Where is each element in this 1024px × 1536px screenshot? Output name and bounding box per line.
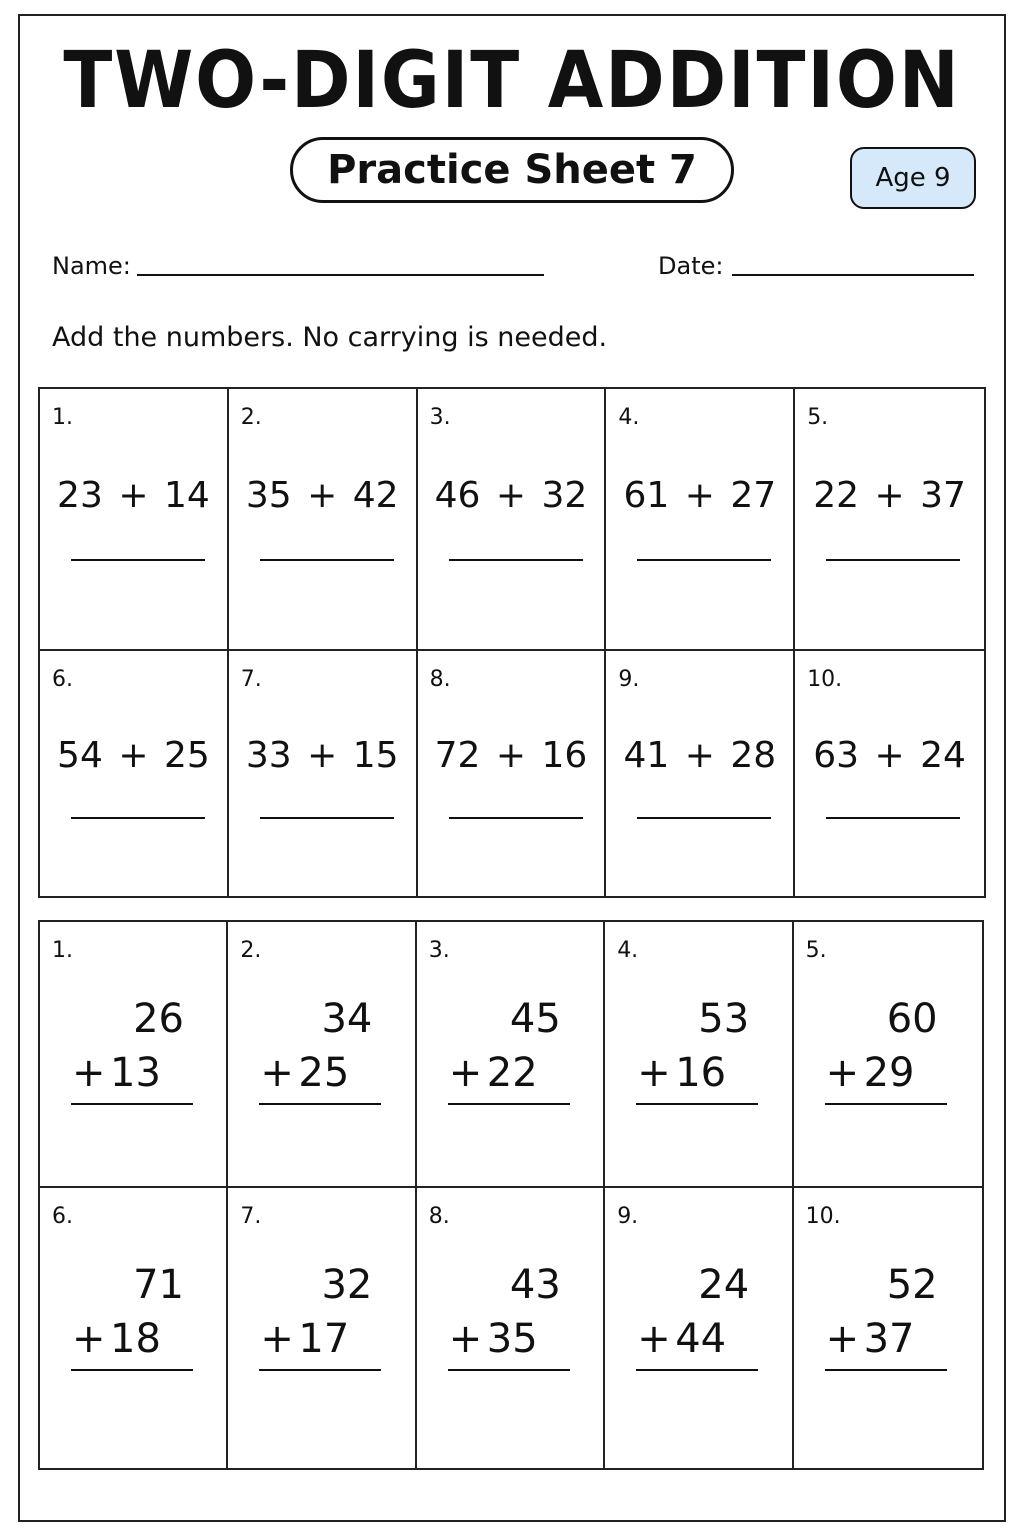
problem-expression (40, 735, 227, 776)
plus-sign: + (874, 735, 905, 776)
problem-number: 9. (617, 1204, 639, 1229)
addend-top: 52 (886, 1262, 938, 1308)
addend-bottom: 37 (863, 1316, 915, 1362)
answer-line[interactable] (826, 559, 960, 561)
addend: 14 (163, 475, 210, 516)
addend-bottom: 22 (486, 1050, 538, 1096)
plus-sign: + (637, 1050, 671, 1096)
addend-top: 32 (321, 1262, 373, 1308)
problem-number: 7. (240, 667, 262, 692)
problem-cell (40, 389, 229, 651)
problem-cell (418, 651, 607, 896)
addend-bottom: 25 (298, 1050, 350, 1096)
problem-expression (795, 735, 984, 776)
plus-sign: + (637, 1316, 671, 1362)
answer-line[interactable] (71, 817, 205, 819)
addend: 15 (352, 735, 399, 776)
problem-number: 5. (807, 405, 829, 430)
answer-line[interactable] (636, 1103, 758, 1105)
age-badge: Age 9 (850, 147, 976, 209)
addend-top: 53 (698, 996, 750, 1042)
addend-bottom: 17 (298, 1316, 350, 1362)
problem-number: 10. (805, 1204, 841, 1229)
plus-sign: + (495, 475, 527, 516)
addend-bottom: 18 (110, 1316, 161, 1362)
problem-cell (40, 922, 228, 1188)
addend-top: 43 (509, 1262, 561, 1308)
answer-line[interactable] (637, 817, 771, 819)
problem-number: 4. (618, 405, 640, 430)
problem-cell (605, 922, 793, 1188)
addend: 46 (434, 475, 481, 516)
worksheet-title: TWO-DIGIT ADDITION (63, 36, 961, 126)
problem-number: 2. (240, 938, 262, 963)
addend: 35 (245, 475, 292, 516)
answer-line[interactable] (825, 1103, 947, 1105)
addend-bottom-row (826, 1050, 946, 1096)
problem-cell (795, 651, 984, 896)
addend: 63 (813, 735, 860, 776)
problem-number: 10. (807, 667, 843, 692)
answer-line[interactable] (259, 1103, 381, 1105)
date-line[interactable] (732, 274, 974, 276)
problem-cell (229, 389, 418, 651)
plus-sign: + (825, 1316, 860, 1362)
addend-bottom: 13 (110, 1050, 161, 1096)
problem-cell (418, 389, 607, 651)
addend-bottom-row (72, 1050, 192, 1096)
answer-line[interactable] (259, 1369, 381, 1371)
problem-number: 5. (805, 938, 827, 963)
date-label: Date: (658, 252, 724, 280)
addend-bottom: 35 (486, 1316, 538, 1362)
name-line[interactable] (137, 274, 544, 276)
addend: 41 (623, 735, 670, 776)
addend-bottom-row (449, 1316, 569, 1362)
addend: 72 (434, 735, 481, 776)
answer-line[interactable] (826, 817, 960, 819)
name-label: Name: (52, 252, 131, 280)
addend-bottom: 16 (675, 1050, 727, 1096)
problem-number: 3. (429, 405, 451, 430)
addend: 24 (920, 735, 966, 776)
addend: 23 (57, 475, 103, 516)
problem-number: 2. (240, 405, 262, 430)
addend-top: 60 (886, 996, 938, 1042)
problem-cell (794, 922, 982, 1188)
addend-bottom: 44 (675, 1316, 727, 1362)
addend: 33 (245, 735, 292, 776)
problem-cell (40, 651, 229, 896)
practice-sheet-label: Practice Sheet 7 (290, 137, 734, 203)
plus-sign: + (684, 735, 715, 776)
problem-cell (606, 389, 795, 651)
addend: 27 (730, 475, 777, 516)
addend-bottom-row (260, 1316, 380, 1362)
answer-line[interactable] (71, 1103, 193, 1105)
addend-bottom-row (637, 1316, 757, 1362)
addend: 28 (730, 735, 777, 776)
problem-number: 7. (240, 1204, 262, 1229)
problem-cell (605, 1188, 793, 1468)
problem-cell (228, 1188, 416, 1468)
problem-cell (228, 922, 416, 1188)
addend: 37 (920, 475, 966, 516)
addend: 61 (623, 475, 670, 516)
addend-bottom-row (826, 1316, 946, 1362)
addend-top: 24 (698, 1262, 750, 1308)
plus-sign: + (260, 1316, 294, 1362)
plus-sign: + (448, 1316, 483, 1362)
problem-expression (229, 735, 416, 776)
plus-sign: + (825, 1050, 860, 1096)
problem-expression (795, 475, 984, 516)
addend: 16 (541, 735, 588, 776)
problem-expression (418, 735, 605, 776)
problem-number: 8. (428, 1204, 450, 1229)
answer-line[interactable] (71, 1369, 193, 1371)
plus-sign: + (495, 735, 527, 776)
problem-expression (418, 475, 605, 516)
problem-cell (795, 389, 984, 651)
addend-bottom-row (72, 1316, 192, 1362)
problem-cell (417, 1188, 605, 1468)
problem-expression (606, 735, 793, 776)
plus-sign: + (118, 475, 149, 516)
problem-cell (40, 1188, 228, 1468)
problem-cell (417, 922, 605, 1188)
answer-line[interactable] (637, 559, 771, 561)
instructions: Add the numbers. No carrying is needed. (52, 322, 608, 353)
problem-number: 6. (52, 667, 73, 692)
answer-line[interactable] (71, 559, 205, 561)
plus-sign: + (307, 475, 338, 516)
plus-sign: + (72, 1316, 106, 1362)
answer-line[interactable] (260, 559, 394, 561)
addend: 32 (541, 475, 588, 516)
addend-bottom-row (449, 1050, 569, 1096)
problem-cell (794, 1188, 982, 1468)
answer-line[interactable] (825, 1369, 947, 1371)
answer-line[interactable] (636, 1369, 758, 1371)
plus-sign: + (307, 735, 338, 776)
plus-sign: + (874, 475, 905, 516)
addend-bottom-row (637, 1050, 757, 1096)
plus-sign: + (260, 1050, 294, 1096)
addend: 42 (352, 475, 399, 516)
problem-number: 9. (618, 667, 640, 692)
problem-expression (40, 475, 227, 516)
addend-top: 45 (509, 996, 561, 1042)
answer-line[interactable] (448, 1103, 570, 1105)
addend-bottom-row (260, 1050, 380, 1096)
vertical-problems-grid (38, 920, 984, 1470)
addend: 25 (163, 735, 210, 776)
problem-number: 3. (428, 938, 450, 963)
answer-line[interactable] (449, 559, 583, 561)
problem-number: 1. (52, 405, 73, 430)
problem-expression (606, 475, 793, 516)
problem-cell (606, 651, 795, 896)
problem-number: 4. (617, 938, 639, 963)
problem-number: 6. (52, 1204, 73, 1229)
answer-line[interactable] (448, 1369, 570, 1371)
addend-bottom: 29 (863, 1050, 915, 1096)
addend: 22 (813, 475, 860, 516)
plus-sign: + (684, 475, 715, 516)
problem-number: 8. (429, 667, 451, 692)
addend-top: 26 (133, 996, 184, 1042)
problem-expression (229, 475, 416, 516)
addend: 54 (57, 735, 103, 776)
addend-top: 71 (133, 1262, 184, 1308)
problem-cell (229, 651, 418, 896)
problem-number: 1. (52, 938, 73, 963)
answer-line[interactable] (449, 817, 583, 819)
answer-line[interactable] (260, 817, 394, 819)
addend-top: 34 (321, 996, 373, 1042)
plus-sign: + (448, 1050, 483, 1096)
plus-sign: + (72, 1050, 106, 1096)
horizontal-problems-grid (38, 387, 986, 898)
plus-sign: + (118, 735, 149, 776)
